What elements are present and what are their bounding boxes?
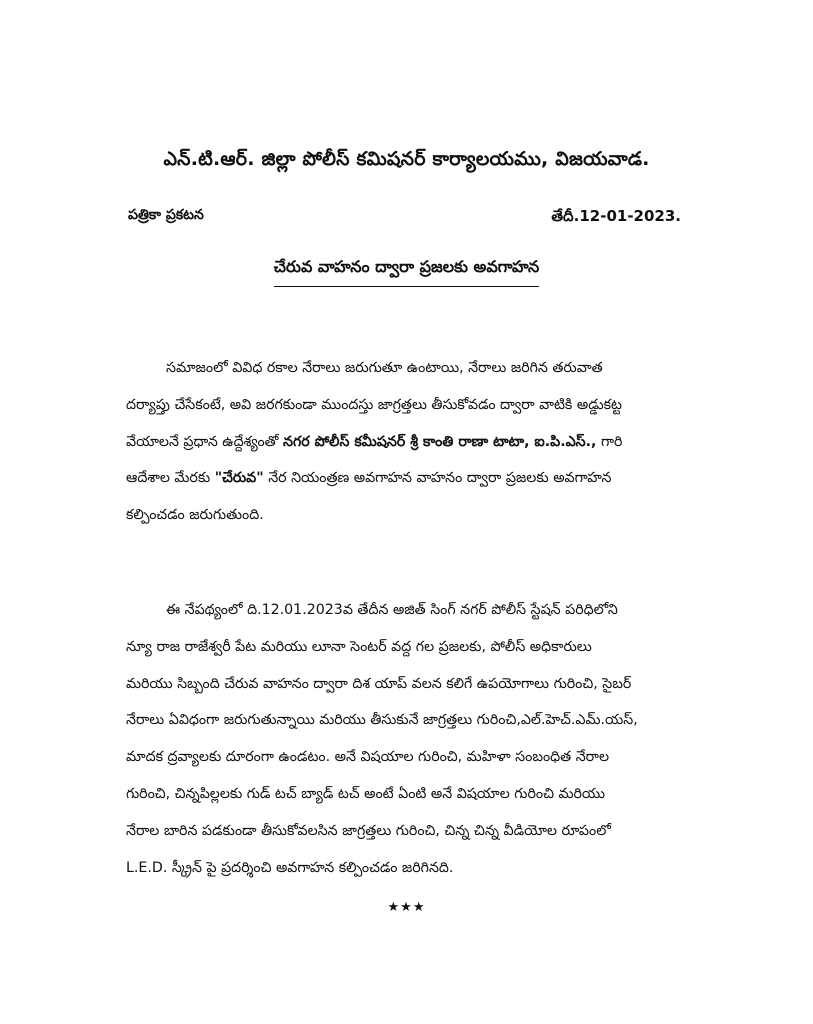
paragraph-2-line-4: నేరాలు ఏవిధంగా జరుగుతున్నాయి మరియు తీసుకునే జాగ్రత్తలు గురించి,ఎల్.హెచ్.ఎమ్.యస్, (126, 712, 638, 729)
end-stars: ★★★ (387, 900, 426, 915)
paragraph-1-line-3 (126, 424, 690, 461)
commissioner-name: నగర పోలీస్ కమీషనర్ శ్రీ కాంతి రాణా టాటా, ఐ.పి.ఎస్., (283, 433, 597, 450)
paragraph-1-line-3-end: గారి (600, 433, 623, 450)
paragraph-1-line-1 (126, 350, 690, 387)
office-title: ఎన్.టి.ఆర్. జిల్లా పోలీస్ కమిషనర్ కార్యాలయము, విజయవాడ. (163, 148, 650, 170)
paragraph-2 (126, 592, 690, 886)
paragraph-2-line-1 (126, 592, 690, 629)
paragraph-1-line-4 (126, 460, 690, 497)
paragraph-1-line-1-text: సమాజంలో వివిధ రకాల నేరాలు జరుగుతూ ఉంటాయి, నేరాలు జరిగిన తరువాత (166, 360, 603, 376)
paragraph-2-line-6: గురించి, చిన్నపిల్లలకు గుడ్ టచ్ బ్యాడ్ టచ్ అంటే ఏంటి అనే విషయాల గురించి మరియు (126, 785, 606, 802)
paragraph-2-line-8: L.E.D. స్క్రీన్ పై ప్రదర్శించి అవగాహన కల్పించడం జరిగినది. (126, 859, 454, 876)
release-date: తేదీ.12-01-2023. (551, 207, 681, 225)
paragraph-2-line-2: న్యూ రాజ రాజేశ్వరీ పేట మరియు లూనా సెంటర్ వద్ద గల ప్రజలకు, పోలీస్ అధికారులు (126, 638, 592, 655)
paragraph-1-line-5: కల్పించడం జరుగుతుంది. (126, 507, 264, 524)
paragraph-2-line-1-text: ఈ నేపథ్యంలో ది.12.01.2023వ తేదీన అజిత్ సింగ్ నగర్ పోలీస్ స్టేషన్ పరిధిలోని (166, 602, 618, 618)
press-release-label: పత్రికా ప్రకటన (128, 207, 204, 223)
paragraph-1-line-4-start: ఆదేశాల మేరకు (126, 470, 211, 487)
paragraph-1-line-2: దర్యాప్తు చేసేకంటే, అవి జరగకుండా ముందస్తు జాగ్రత్తలు తీసుకోవడం ద్వారా వాటికి అడ్డుకట్ట (126, 396, 622, 413)
paragraph-2-line-5: మాదక ద్రవ్యాలకు దూరంగా ఉండటం. అనే విషయాల గురించి, మహిళా సంబంధిత నేరాల (126, 749, 610, 766)
subject-heading-wrap (0, 257, 813, 287)
cheruva-name: "చేరువ" (214, 470, 264, 487)
paragraph-1-line-3-start: వేయాలనే ప్రధాన ఉద్దేశ్యంతో (126, 433, 279, 450)
paragraph-2-line-7: నేరాల బారిన పడకుండా తీసుకోవలసిన జాగ్రత్తలు గురించి, చిన్న చిన్న వీడియోల రూపంలో (126, 822, 611, 839)
paragraph-2-line-3: మరియు సిబ్బంది చేరువ వాహనం ద్వారా దిశ యాప్ వలన కలిగే ఉపయోగాలు గురించి, సైబర్ (126, 675, 632, 692)
subject-heading: చేరువ వాహనం ద్వారా ప్రజలకు అవగాహన (274, 257, 539, 287)
paragraph-1 (126, 350, 690, 534)
paragraph-1-line-4-end: నేర నియంత్రణ అవగాహన వాహనం ద్వారా ప్రజలకు అవగాహన (268, 470, 612, 487)
